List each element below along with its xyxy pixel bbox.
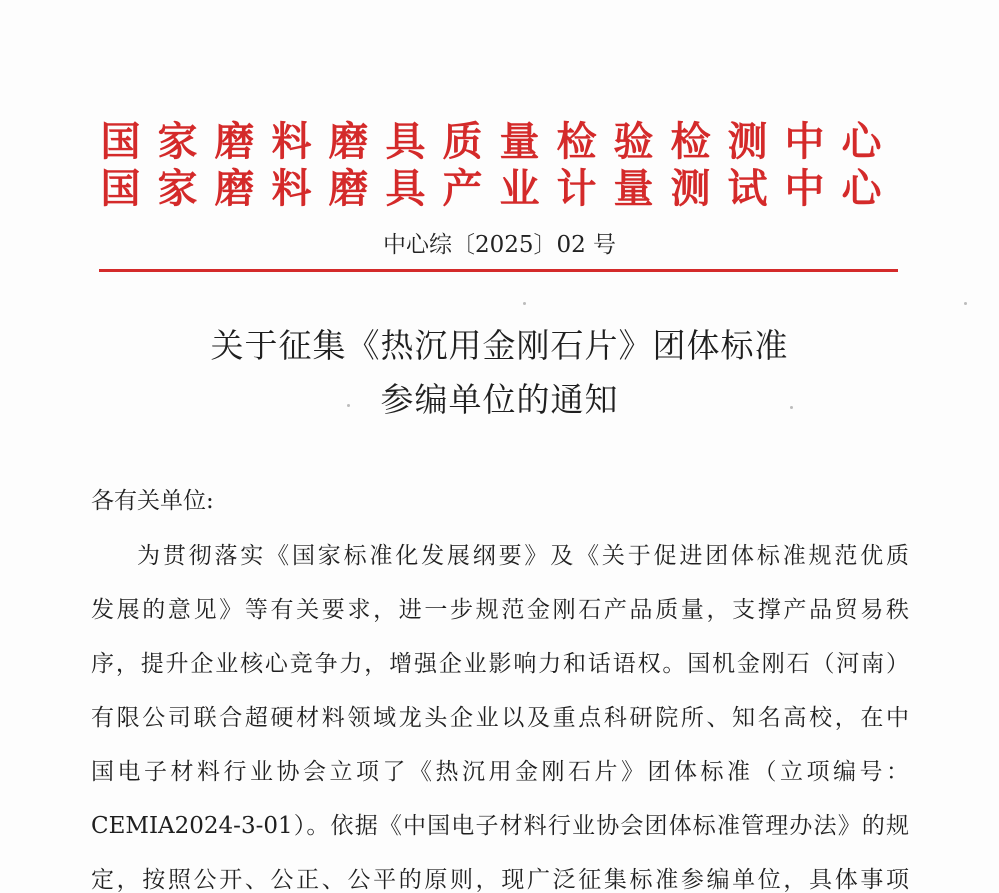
notice-title-line-2: 参编单位的通知 (380, 380, 619, 419)
body-paragraph-line: 为贯彻落实《国家标准化发展纲要》及《关于促进团体标准规范优质 (137, 543, 909, 569)
notice-title-line-1: 关于征集《热沉用金刚石片》团体标准 (210, 326, 789, 365)
body-paragraph-line: 发展的意见》等有关要求，进一步规范金刚石产品质量，支撑产品贸易秩 (91, 597, 909, 623)
issuer-name-line-1: 国家磨料磨具质量检验检测中心 (100, 119, 899, 165)
body-paragraph-line: 序，提升企业核心竞争力，增强企业影响力和话语权。国机金刚石（河南） (91, 651, 909, 677)
body-paragraph-line: CEMIA2024-3-01）。依据《中国电子材料行业协会团体标准管理办法》的规 (91, 813, 909, 839)
issuer-name-line-2: 国家磨料磨具产业计量测试中心 (100, 166, 899, 212)
scan-speck (347, 404, 350, 407)
body-paragraph-line: 有限公司联合超硬材料领域龙头企业以及重点科研院所、知名高校，在中 (91, 705, 909, 731)
salutation: 各有关单位: (91, 488, 214, 514)
scan-speck (790, 406, 793, 409)
red-divider-line (99, 269, 898, 272)
body-paragraph-line: 定，按照公开、公正、公平的原则，现广泛征集标准参编单位，具体事项 (91, 867, 909, 893)
document-number: 中心综〔2025〕02 号 (382, 232, 617, 258)
body-paragraph-line: 国电子材料行业协会立项了《热沉用金刚石片》团体标准（立项编号： (91, 759, 909, 785)
scan-speck (964, 302, 967, 305)
scan-speck (523, 302, 526, 305)
